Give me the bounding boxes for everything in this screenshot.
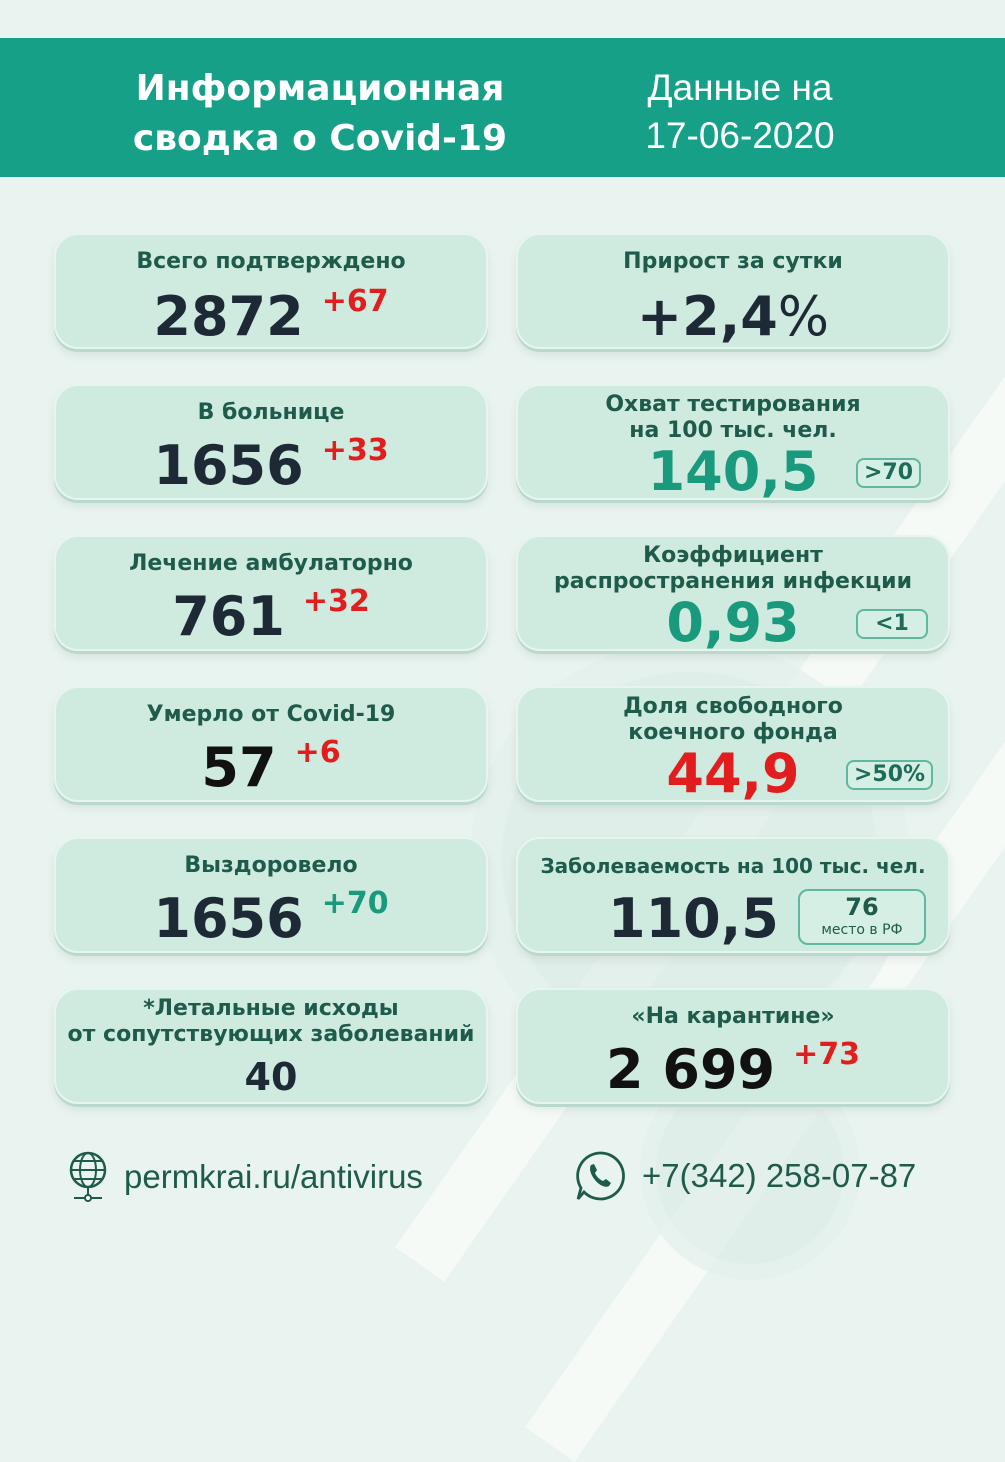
card-title-line-1: Охват тестирования — [605, 392, 861, 417]
date-value: 17-06-2020 — [645, 115, 835, 156]
card-title-line-1: Доля свободного — [623, 694, 843, 719]
card-quarantine — [516, 988, 950, 1104]
card-free-beds — [516, 686, 950, 805]
card-total-confirmed — [54, 233, 488, 349]
card-value: 761 — [172, 585, 285, 648]
threshold-badge: >50% — [846, 760, 933, 790]
card-delta: +70 — [321, 886, 389, 921]
card-delta: +73 — [793, 1037, 860, 1072]
card-reproduction-rate — [516, 535, 950, 654]
card-value: 40 — [244, 1055, 298, 1099]
card-incidence — [516, 837, 950, 953]
rank-number: 76 — [845, 893, 879, 921]
card-title: Заболеваемость на 100 тыс. чел. — [540, 854, 926, 878]
date-label: Данные на — [647, 67, 833, 108]
card-title-line-2: от сопутствующих заболеваний — [67, 1022, 475, 1047]
footer-phone[interactable] — [574, 1150, 916, 1202]
card-value: 0,93 — [666, 591, 800, 654]
threshold-badge: <1 — [856, 609, 928, 639]
card-title: В больнице — [197, 400, 345, 425]
page-title — [100, 64, 540, 164]
card-title-line-2: распространения инфекции — [553, 569, 913, 594]
card-title: Умерло от Covid-19 — [146, 702, 396, 727]
whatsapp-icon — [574, 1150, 626, 1202]
card-title-line-2: на 100 тыс. чел. — [629, 418, 837, 443]
card-title-line-1: Коэффициент — [643, 543, 823, 568]
card-value: 140,5 — [647, 440, 819, 503]
title-line-2: сводка о Covid-19 — [132, 118, 508, 159]
card-delta: +67 — [321, 284, 389, 319]
card-in-hospital — [54, 384, 488, 500]
card-unit: % — [777, 285, 830, 348]
card-recovered — [54, 837, 488, 953]
threshold-badge: >70 — [856, 458, 921, 488]
phone-number[interactable]: +7(342) 258-07-87 — [642, 1157, 917, 1194]
card-title: Выздоровело — [184, 853, 358, 878]
card-daily-growth — [516, 233, 950, 349]
card-value: +2,4 — [636, 285, 778, 348]
card-value: 2872 — [153, 285, 304, 348]
card-value: 1656 — [153, 434, 304, 497]
card-delta: +33 — [321, 433, 389, 468]
card-outpatient — [54, 535, 488, 651]
title-line-1: Информационная — [135, 68, 505, 109]
card-title-line-1: *Летальные исходы — [143, 996, 399, 1021]
card-deaths — [54, 686, 488, 802]
card-value: 2 699 — [606, 1038, 776, 1101]
card-delta: +6 — [294, 735, 341, 770]
card-title: Всего подтверждено — [136, 249, 406, 274]
globe-icon — [66, 1150, 110, 1204]
rank-label: место в РФ — [821, 922, 903, 938]
card-testing-coverage — [516, 384, 950, 503]
card-title-line-2: коечного фонда — [628, 720, 838, 745]
card-title: Лечение амбулаторно — [129, 551, 413, 576]
rank-badge — [798, 889, 926, 945]
card-value: 44,9 — [666, 742, 800, 805]
website-link[interactable]: permkrai.ru/antivirus — [124, 1158, 423, 1195]
card-value: 57 — [201, 736, 277, 799]
card-value: 110,5 — [608, 887, 779, 950]
card-title: Прирост за сутки — [623, 249, 843, 274]
card-title: «На карантине» — [631, 1004, 835, 1029]
report-date — [590, 64, 890, 160]
footer-website[interactable] — [66, 1150, 423, 1204]
card-value: 1656 — [153, 887, 304, 950]
card-delta: +32 — [302, 584, 370, 619]
card-comorbid-deaths — [54, 988, 488, 1104]
